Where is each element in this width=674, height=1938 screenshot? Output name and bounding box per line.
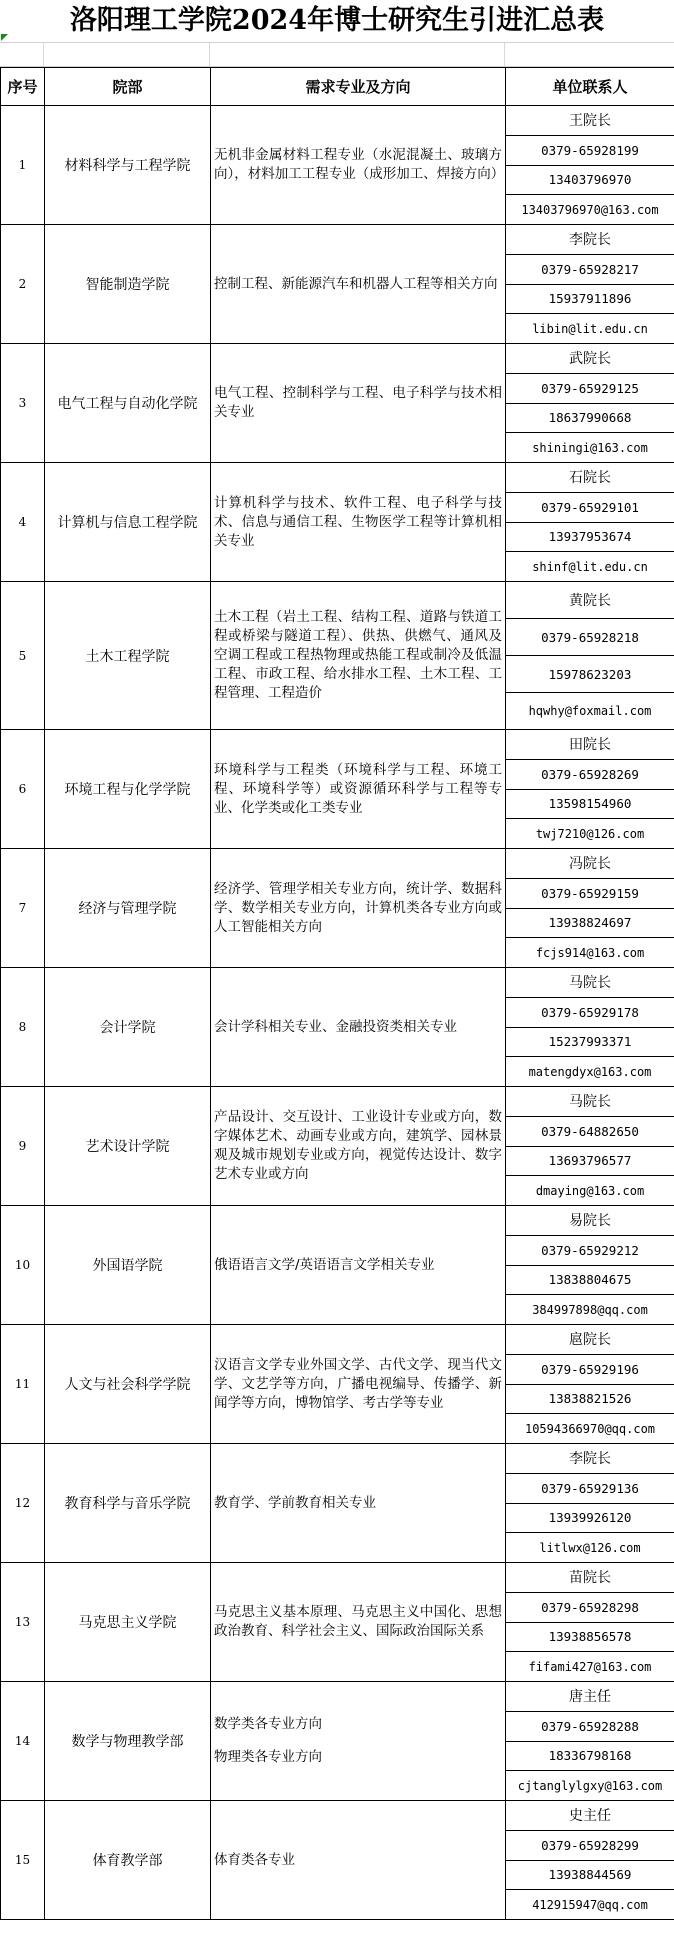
- department-name: 会计学院: [45, 968, 211, 1087]
- contact-mobile: 13598154960: [506, 790, 674, 820]
- department-name: 智能制造学院: [45, 225, 211, 344]
- contact-email[interactable]: fcjs914@163.com: [535, 945, 645, 960]
- contact-mobile: 13693796577: [506, 1147, 674, 1177]
- row-number: 13: [1, 1563, 45, 1682]
- contact-mobile: 15978623203: [506, 656, 674, 693]
- contact-name: 唐主任: [506, 1682, 674, 1712]
- contact-email[interactable]: 412915947@qq.com: [532, 1897, 648, 1912]
- contact-name: 黄院长: [506, 582, 674, 619]
- department-name: 计算机与信息工程学院: [45, 463, 211, 582]
- required-majors: [211, 1682, 506, 1801]
- contact-cell: [506, 582, 674, 730]
- department-name: 艺术设计学院: [45, 1087, 211, 1206]
- table-row: [1, 730, 674, 849]
- contact-name: 苗院长: [506, 1563, 674, 1593]
- table-row: [1, 1563, 674, 1682]
- contact-name: 武院长: [506, 344, 674, 374]
- contact-cell: [506, 1801, 674, 1920]
- required-majors: [211, 225, 506, 344]
- required-majors: [211, 1087, 506, 1206]
- contact-name: 扈院长: [506, 1325, 674, 1355]
- table-row: [1, 463, 674, 582]
- row-number: 1: [1, 106, 45, 225]
- contact-cell: [506, 106, 674, 225]
- major-text: 产品设计、交互设计、工业设计专业或方向，数字媒体艺术、动画专业或方向，建筑学、园林景观及城市规划专业或方向，视觉传达设计、数字艺术专业或方向: [214, 1109, 502, 1182]
- major-text: 马克思主义基本原理、马克思主义中国化、思想政治教育、科学社会主义、国际政治国际关系: [214, 1604, 502, 1639]
- department-name: 教育科学与音乐学院: [45, 1444, 211, 1563]
- contact-phone: 0379-65929101: [506, 493, 674, 523]
- contact-mobile: 13838804675: [506, 1266, 674, 1296]
- major-text: 汉语言文学专业外国文学、古代文学、现当代文学、文艺学等方向，广播电视编导、传播学、新闻学等方向，博物馆学、考古学等专业: [214, 1356, 502, 1411]
- required-majors: [211, 1563, 506, 1682]
- contact-cell: [506, 1682, 674, 1801]
- contact-phone: 0379-65928299: [506, 1831, 674, 1861]
- department-name: 数学与物理教学部: [45, 1682, 211, 1801]
- contact-name: 马院长: [506, 1087, 674, 1117]
- contact-email[interactable]: shinf@lit.edu.cn: [532, 559, 648, 574]
- major-text: 控制工程、新能源汽车和机器人工程等相关方向: [214, 275, 498, 292]
- contact-cell: [506, 1087, 674, 1206]
- department-name: 材料科学与工程学院: [45, 106, 211, 225]
- contact-phone: 0379-65928218: [506, 619, 674, 656]
- required-majors: [211, 730, 506, 849]
- row-number: 4: [1, 463, 45, 582]
- contact-cell: [506, 225, 674, 344]
- row-number: 14: [1, 1682, 45, 1801]
- contact-cell: [506, 344, 674, 463]
- contact-name: 李院长: [506, 1444, 674, 1474]
- department-name: 环境工程与化学学院: [45, 730, 211, 849]
- row-number: 11: [1, 1325, 45, 1444]
- major-text: 体育类各专业: [214, 1851, 295, 1868]
- contact-name: 李院长: [506, 225, 674, 255]
- department-name: 体育教学部: [45, 1801, 211, 1920]
- major-text: 土木工程（岩土工程、结构工程、道路与铁道工程或桥梁与隧道工程）、供热、供燃气、通风及空调工程或工程热物理或热能工程或制冷及低温工程、市政工程、给水排水工程、土木工程、工程管理、工程造价: [214, 609, 502, 701]
- contact-mobile: 13939926120: [506, 1504, 674, 1534]
- contact-mobile: 13838821526: [506, 1385, 674, 1415]
- row-number: 2: [1, 225, 45, 344]
- contact-phone: 0379-65929196: [506, 1355, 674, 1385]
- empty-grid-row: [0, 43, 674, 67]
- required-majors: [211, 1444, 506, 1563]
- required-majors: [211, 582, 506, 730]
- contact-mobile: 18637990668: [506, 404, 674, 434]
- table-row: [1, 968, 674, 1087]
- contact-phone: 0379-65929136: [506, 1474, 674, 1504]
- contact-email[interactable]: shiningi@163.com: [532, 440, 648, 455]
- contact-cell: [506, 1563, 674, 1682]
- major-text: 经济学、管理学相关专业方向，统计学、数据科学、数学相关专业方向，计算机类各专业方向或人工智能相关方向: [214, 880, 502, 935]
- required-majors: [211, 1325, 506, 1444]
- contact-name: 冯院长: [506, 849, 674, 879]
- required-majors: [211, 849, 506, 968]
- header-no: 序号: [1, 68, 45, 106]
- row-number: 12: [1, 1444, 45, 1563]
- row-number: 6: [1, 730, 45, 849]
- table-row: [1, 1325, 674, 1444]
- contact-phone: 0379-65928199: [506, 136, 674, 166]
- contact-cell: [506, 463, 674, 582]
- major-text: 计算机科学与技术、软件工程、电子科学与技术、信息与通信工程、生物医学工程等计算机相关专业: [214, 494, 502, 549]
- row-number: 3: [1, 344, 45, 463]
- contact-cell: [506, 1325, 674, 1444]
- table-row: [1, 1206, 674, 1325]
- contact-name: 马院长: [506, 968, 674, 998]
- contact-mobile: 15937911896: [506, 285, 674, 315]
- contact-email[interactable]: 384997898@qq.com: [532, 1302, 648, 1317]
- required-majors: [211, 106, 506, 225]
- contact-phone: 0379-64882650: [506, 1117, 674, 1147]
- contact-mobile: 13938844569: [506, 1861, 674, 1891]
- required-majors: [211, 1206, 506, 1325]
- required-majors: [211, 463, 506, 582]
- contact-cell: [506, 1444, 674, 1563]
- contact-phone: 0379-65929125: [506, 374, 674, 404]
- contact-phone: 0379-65929159: [506, 879, 674, 909]
- table-row: [1, 1444, 674, 1563]
- required-majors: [211, 1801, 506, 1920]
- header-dept: 院部: [45, 68, 211, 106]
- row-number: 8: [1, 968, 45, 1087]
- table-row: [1, 1087, 674, 1206]
- contact-mobile: 13938824697: [506, 909, 674, 939]
- header-contact: 单位联系人: [506, 68, 674, 106]
- contact-mobile: 13938856578: [506, 1623, 674, 1653]
- department-name: 人文与社会科学学院: [45, 1325, 211, 1444]
- table-row: [1, 344, 674, 463]
- contact-email[interactable]: litlwx@126.com: [539, 1540, 641, 1555]
- table-row: [1, 849, 674, 968]
- contact-email[interactable]: matengdyx@163.com: [528, 1064, 652, 1079]
- department-name: 外国语学院: [45, 1206, 211, 1325]
- table-row: [1, 225, 674, 344]
- major-text: 俄语语言文学/英语语言文学相关专业: [214, 1256, 435, 1273]
- department-name: 经济与管理学院: [45, 849, 211, 968]
- contact-phone: 0379-65928217: [506, 255, 674, 285]
- contact-mobile: 15237993371: [506, 1028, 674, 1058]
- contact-email[interactable]: hqwhy@foxmail.com: [528, 704, 652, 718]
- contact-email[interactable]: twj7210@126.com: [535, 826, 645, 841]
- department-name: 土木工程学院: [45, 582, 211, 730]
- major-text: 物理类各专业方向: [214, 1749, 322, 1765]
- contact-email[interactable]: fifami427@163.com: [528, 1659, 652, 1674]
- contact-email[interactable]: 13403796970@163.com: [521, 202, 659, 217]
- contact-cell: [506, 968, 674, 1087]
- row-number: 10: [1, 1206, 45, 1325]
- row-number: 5: [1, 582, 45, 730]
- contact-name: 王院长: [506, 106, 674, 136]
- contact-email[interactable]: libin@lit.edu.cn: [532, 321, 648, 336]
- cell-indicator-icon: [1, 34, 8, 41]
- contact-mobile: 13403796970: [506, 166, 674, 196]
- contact-phone: 0379-65929212: [506, 1236, 674, 1266]
- required-majors: [211, 344, 506, 463]
- contact-cell: [506, 730, 674, 849]
- contact-name: 田院长: [506, 730, 674, 760]
- table-row: [1, 106, 674, 225]
- contact-email[interactable]: 10594366970@qq.com: [524, 1421, 656, 1436]
- table-row: [1, 582, 674, 730]
- contact-name: 易院长: [506, 1206, 674, 1236]
- contact-name: 石院长: [506, 463, 674, 493]
- major-text: 会计学科相关专业、金融投资类相关专业: [214, 1018, 457, 1035]
- contact-email[interactable]: dmaying@163.com: [535, 1183, 645, 1198]
- contact-phone: 0379-65928269: [506, 760, 674, 790]
- contact-phone: 0379-65928298: [506, 1593, 674, 1623]
- row-number: 7: [1, 849, 45, 968]
- table-body: [1, 106, 674, 1920]
- header-row: [1, 68, 674, 106]
- contact-cell: [506, 1206, 674, 1325]
- department-name: 马克思主义学院: [45, 1563, 211, 1682]
- major-text: 电气工程、控制科学与工程、电子科学与技术相关专业: [214, 385, 502, 420]
- page-title: 洛阳理工学院2024年博士研究生引进汇总表: [0, 0, 674, 43]
- contact-phone: 0379-65929178: [506, 998, 674, 1028]
- recruitment-table: [0, 67, 674, 1920]
- header-major: 需求专业及方向: [211, 68, 506, 106]
- contact-email[interactable]: cjtanglylgxy@163.com: [517, 1778, 663, 1793]
- department-name: 电气工程与自动化学院: [45, 344, 211, 463]
- table-row: [1, 1682, 674, 1801]
- row-number: 9: [1, 1087, 45, 1206]
- contact-cell: [506, 849, 674, 968]
- major-text: 无机非金属材料工程专业（水泥混凝土、玻璃方向），材料加工工程专业（成形加工、焊接方向）: [214, 147, 505, 182]
- contact-mobile: 18336798168: [506, 1742, 674, 1772]
- contact-phone: 0379-65928288: [506, 1712, 674, 1742]
- major-text: 数学类各专业方向: [214, 1716, 322, 1732]
- contact-name: 史主任: [506, 1801, 674, 1831]
- row-number: 15: [1, 1801, 45, 1920]
- contact-mobile: 13937953674: [506, 523, 674, 553]
- major-text: 环境科学与工程类（环境科学与工程、环境工程、环境科学等）或资源循环科学与工程等专业、化学类或化工类专业: [214, 761, 502, 816]
- required-majors: [211, 968, 506, 1087]
- major-text: 教育学、学前教育相关专业: [214, 1494, 376, 1511]
- table-row: [1, 1801, 674, 1920]
